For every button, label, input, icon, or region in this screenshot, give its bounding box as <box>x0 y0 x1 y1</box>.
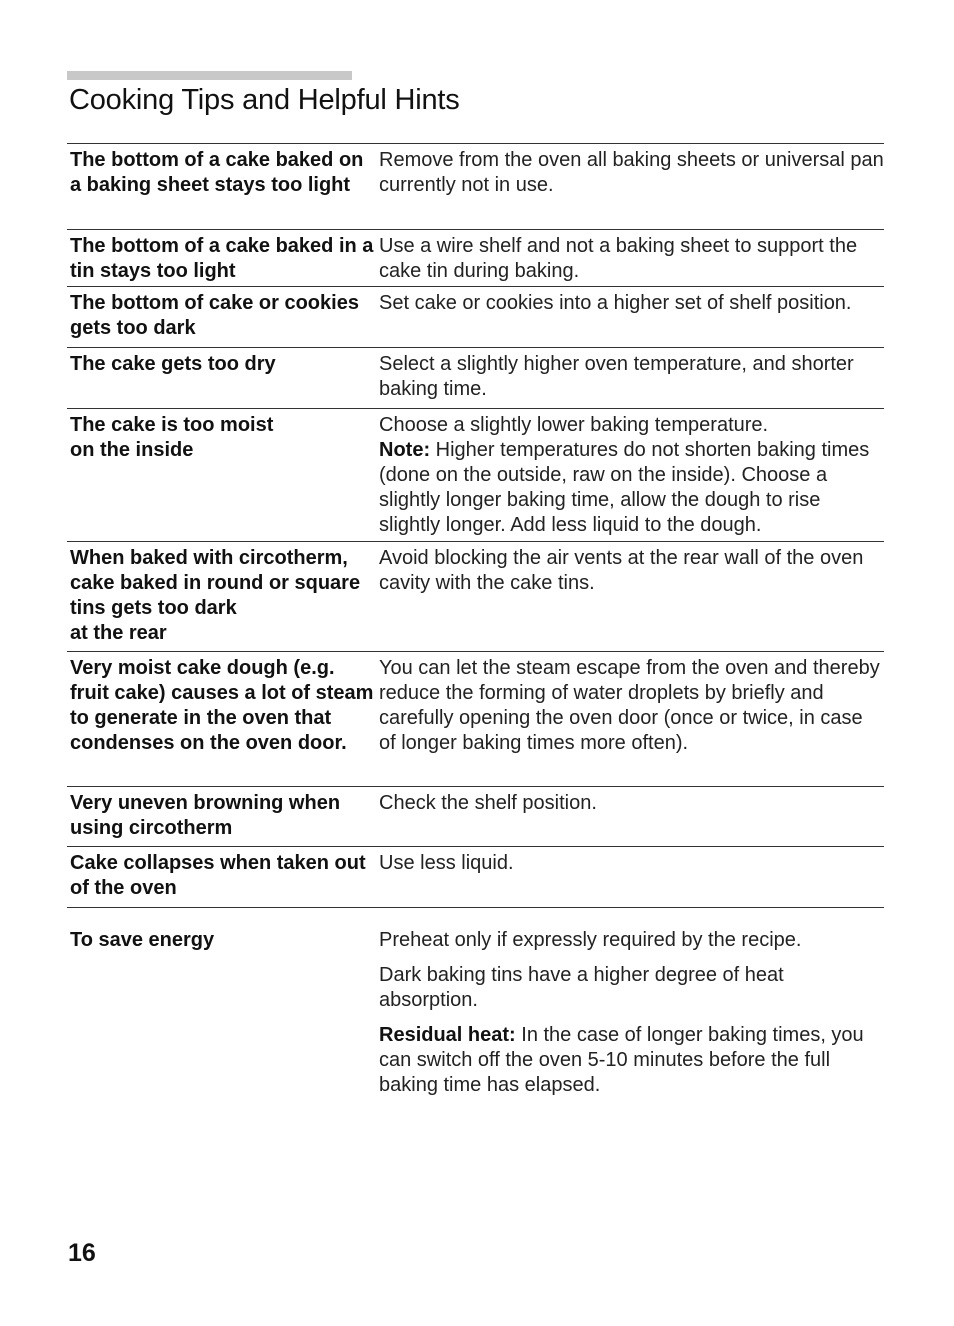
tip-remedy <box>377 287 884 347</box>
tip-problem: The cake gets too dry <box>70 353 276 375</box>
remedy-paragraph <box>379 234 884 284</box>
tip-remedy <box>377 144 884 229</box>
remedy-paragraph <box>379 656 884 756</box>
remedy-text: Use a wire shelf and not a baking sheet to support the cake tin during baking. <box>379 235 858 282</box>
tip-remedy <box>377 542 884 651</box>
tip-row <box>67 652 884 787</box>
remedy-paragraph <box>379 791 884 816</box>
tip-problem: Cake collapses when taken out of the oven <box>70 852 366 899</box>
remedy-text: Remove from the oven all baking sheets or universal pan currently not in use. <box>379 149 884 196</box>
energy-heading: To save energy <box>70 929 215 951</box>
tip-problem: Very moist cake dough (e.g. fruit cake) causes a lot of steam to generate in the oven that condenses on the oven door. <box>70 657 374 754</box>
remedy-text: Select a slightly higher oven temperature, and shorter baking time. <box>379 353 854 400</box>
tip-row <box>67 144 884 230</box>
remedy-text: In the case of longer baking times, you can switch off the oven 5-10 minutes before the full baking time has elapsed. <box>379 1024 864 1096</box>
remedy-paragraph <box>379 546 884 596</box>
tip-row <box>67 847 884 908</box>
page-title: Cooking Tips and Helpful Hints <box>69 84 460 116</box>
remedy-text: You can let the steam escape from the oven and thereby reduce the forming of water droplets by briefly and carefully opening the oven door (once or twice, in case of longer baking times more often). <box>379 657 880 754</box>
remedy-paragraph <box>379 963 884 1013</box>
remedy-paragraph <box>379 148 884 198</box>
remedy-paragraph <box>379 1023 884 1098</box>
tip-problem: When baked with circotherm, cake baked in round or square tins gets too dark at the rear <box>70 547 361 644</box>
tip-remedy <box>377 847 884 907</box>
remedy-label: Note: <box>379 439 431 461</box>
remedy-text: Use less liquid. <box>379 852 514 874</box>
tip-problem: Very uneven browning when using circotherm <box>70 792 341 839</box>
page-number: 16 <box>68 1239 96 1267</box>
remedy-label: Residual heat: <box>379 1024 516 1046</box>
tip-remedy <box>377 230 884 286</box>
section-rule <box>67 71 352 80</box>
tip-problem: The bottom of a cake baked in a tin stays too light <box>70 235 374 282</box>
remedy-text: Dark baking tins have a higher degree of heat absorption. <box>379 964 784 1011</box>
remedy-text: Choose a slightly lower baking temperature. <box>379 414 769 436</box>
tip-problem: The cake is too moist on the inside <box>70 414 274 461</box>
remedy-paragraph <box>379 851 884 876</box>
remedy-paragraph <box>379 928 884 953</box>
tip-remedy <box>377 348 884 408</box>
remedy-text: Preheat only if expressly required by the recipe. <box>379 929 802 951</box>
remedy-paragraph <box>379 413 884 438</box>
tip-remedy <box>377 787 884 846</box>
tip-row <box>67 409 884 542</box>
remedy-text: Check the shelf position. <box>379 792 597 814</box>
tip-remedy <box>377 652 884 786</box>
remedy-text: Avoid blocking the air vents at the rear wall of the oven cavity with the cake tins. <box>379 547 864 594</box>
tip-row <box>67 787 884 847</box>
tip-row <box>67 230 884 287</box>
tip-row <box>67 348 884 409</box>
remedy-paragraph <box>379 438 884 538</box>
tips-table <box>67 143 884 908</box>
energy-tips <box>377 928 884 1108</box>
tip-row <box>67 542 884 652</box>
energy-section <box>67 928 884 1108</box>
tip-problem: The bottom of a cake baked on a baking sheet stays too light <box>70 149 364 196</box>
remedy-paragraph <box>379 352 884 402</box>
remedy-text: Set cake or cookies into a higher set of shelf position. <box>379 292 852 314</box>
tip-row <box>67 287 884 348</box>
tip-problem: The bottom of cake or cookies gets too dark <box>70 292 359 339</box>
remedy-text: Higher temperatures do not shorten baking times (done on the outside, raw on the inside). Choose a slightly longer baking time, allow the dough to rise slightly longer. Add less liquid to the dough. <box>379 439 870 536</box>
tip-remedy <box>377 409 884 541</box>
remedy-paragraph <box>379 291 884 316</box>
